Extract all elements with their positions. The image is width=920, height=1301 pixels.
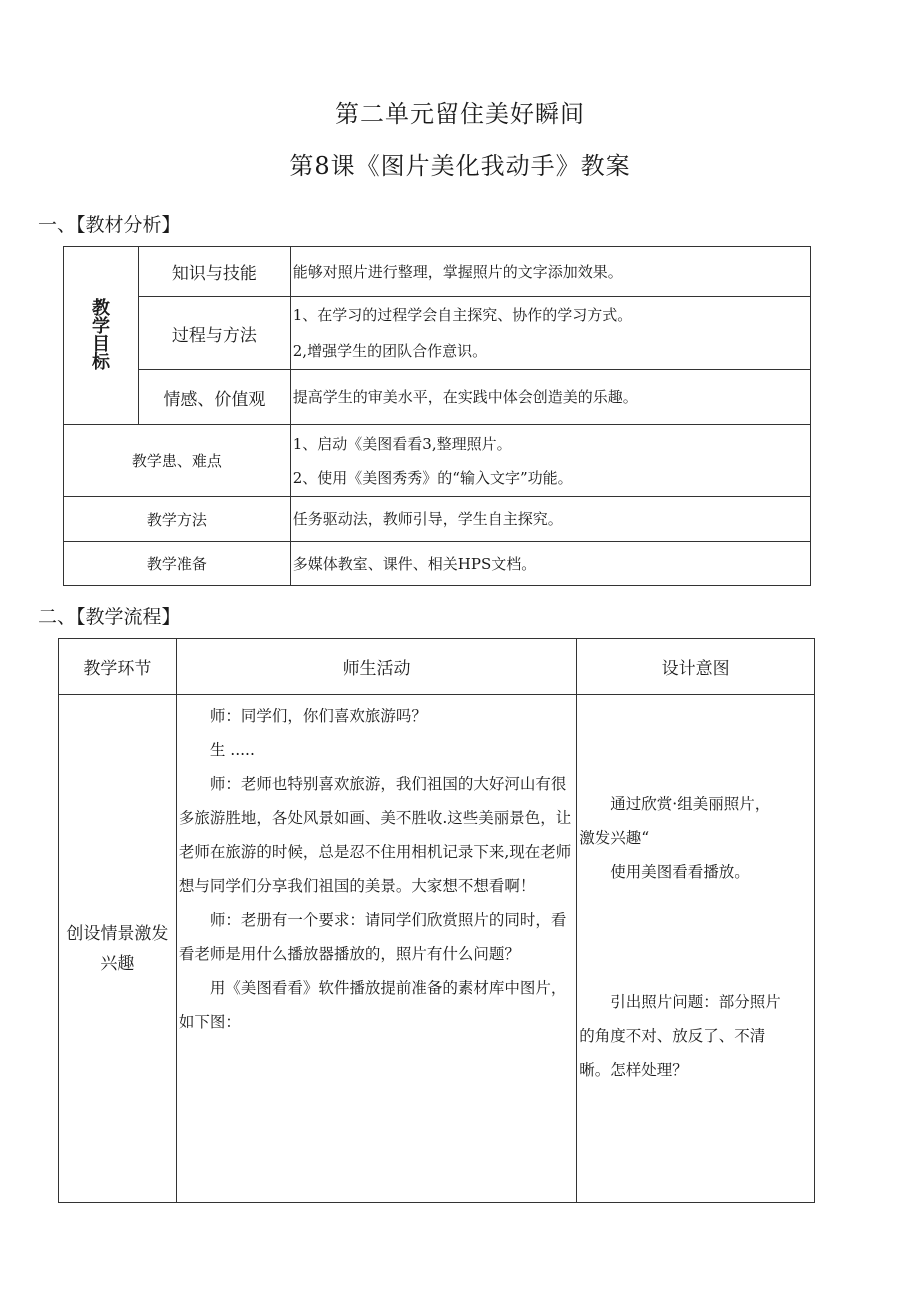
activity-line-1: 师：同学们，你们喜欢旅游吗？ [209,707,427,725]
activity-line-3: 师：老师也特别喜欢旅游，我们祖国的大好河山有很多旅游胜地，各处风景如画、美不胜收.这些美丽景色，让老师在旅游的时候，总是忍不住用相机记录下来,现在老师想与同学们分享我们祖国的美景。大家想不想看啊！ [178,775,572,895]
col-header-intent: 设计意图 [577,639,815,695]
goal-label-knowledge: 知识与技能 [138,247,290,297]
goal-emotion-text: 提高学生的审美水平，在实践中体会创造美的乐趣。 [292,388,638,406]
prep-text: 多媒体教室、课件、相关HPS文档。 [292,554,537,573]
intent-b-line-3: 晰。怎样处理？ [579,1061,688,1079]
keypoints-label: 教学患、难点 [64,425,291,497]
keypoints-line2: 2、使用《美图秀秀》的“输入文字”功能。 [292,468,573,487]
lesson-title: 第8课《图片美化我动手》教案 [289,152,631,180]
prep-cell [290,542,810,586]
method-label: 教学方法 [64,497,291,542]
col-header-activity: 师生活动 [176,639,576,695]
activity-line-2: 生 ..... [209,741,255,759]
unit-title: 第二单元留住美好瞬间 [335,100,585,128]
intent-cell [577,695,815,1203]
activity-line-5: 用《美图看看》软件播放提前准备的素材库中图片，如下图： [178,979,567,1031]
intent-a-line-1: 通过欣赏·组美丽照片， [610,795,771,813]
flow-table [58,638,815,1203]
goal-knowledge-text: 能够对照片进行整理，掌握照片的文字添加效果。 [292,262,623,281]
goal-emotion-cell [290,370,810,425]
intent-a-line-3: 使用美图看看播放。 [610,863,750,881]
analysis-table [63,246,811,586]
goal-label-emotion: 情感、价值观 [138,370,290,425]
goal-process-line1: 1、在学习的过程学会自主探究、协作的学习方式。 [292,306,633,324]
intent-a-line-2: 激发兴趣“ [579,829,650,847]
stage-cell: 创设情景激发兴趣 [59,695,177,1203]
goal-label: 教学目标 [64,247,139,425]
activity-line-4: 师：老册有一个要求：请同学们欣赏照片的同时，看看老师是用什么播放器播放的，照片有什么问题？ [178,911,567,963]
col-header-stage: 教学环节 [59,639,177,695]
intent-b-line-2: 的角度不对、放反了、不清 [579,1027,766,1045]
section1-heading: 一、【教材分析】 [38,214,181,236]
goal-label-process: 过程与方法 [138,297,290,370]
keypoints-cell [290,425,810,497]
method-text: 任务驱动法，教师引导，学生自主探究。 [292,510,563,528]
section2-heading: 二、【教学流程】 [38,606,181,628]
activity-cell [176,695,576,1203]
goal-process-cell [290,297,810,370]
intent-b-line-1: 引出照片问题：部分照片 [610,993,781,1011]
goal-knowledge-cell [290,247,810,297]
method-cell [290,497,810,542]
keypoints-line1: 1、启动《美图看看3,整理照片。 [292,434,512,453]
goal-process-line2: 2,增强学生的团队合作意识。 [292,342,488,360]
prep-label: 教学准备 [64,542,291,586]
